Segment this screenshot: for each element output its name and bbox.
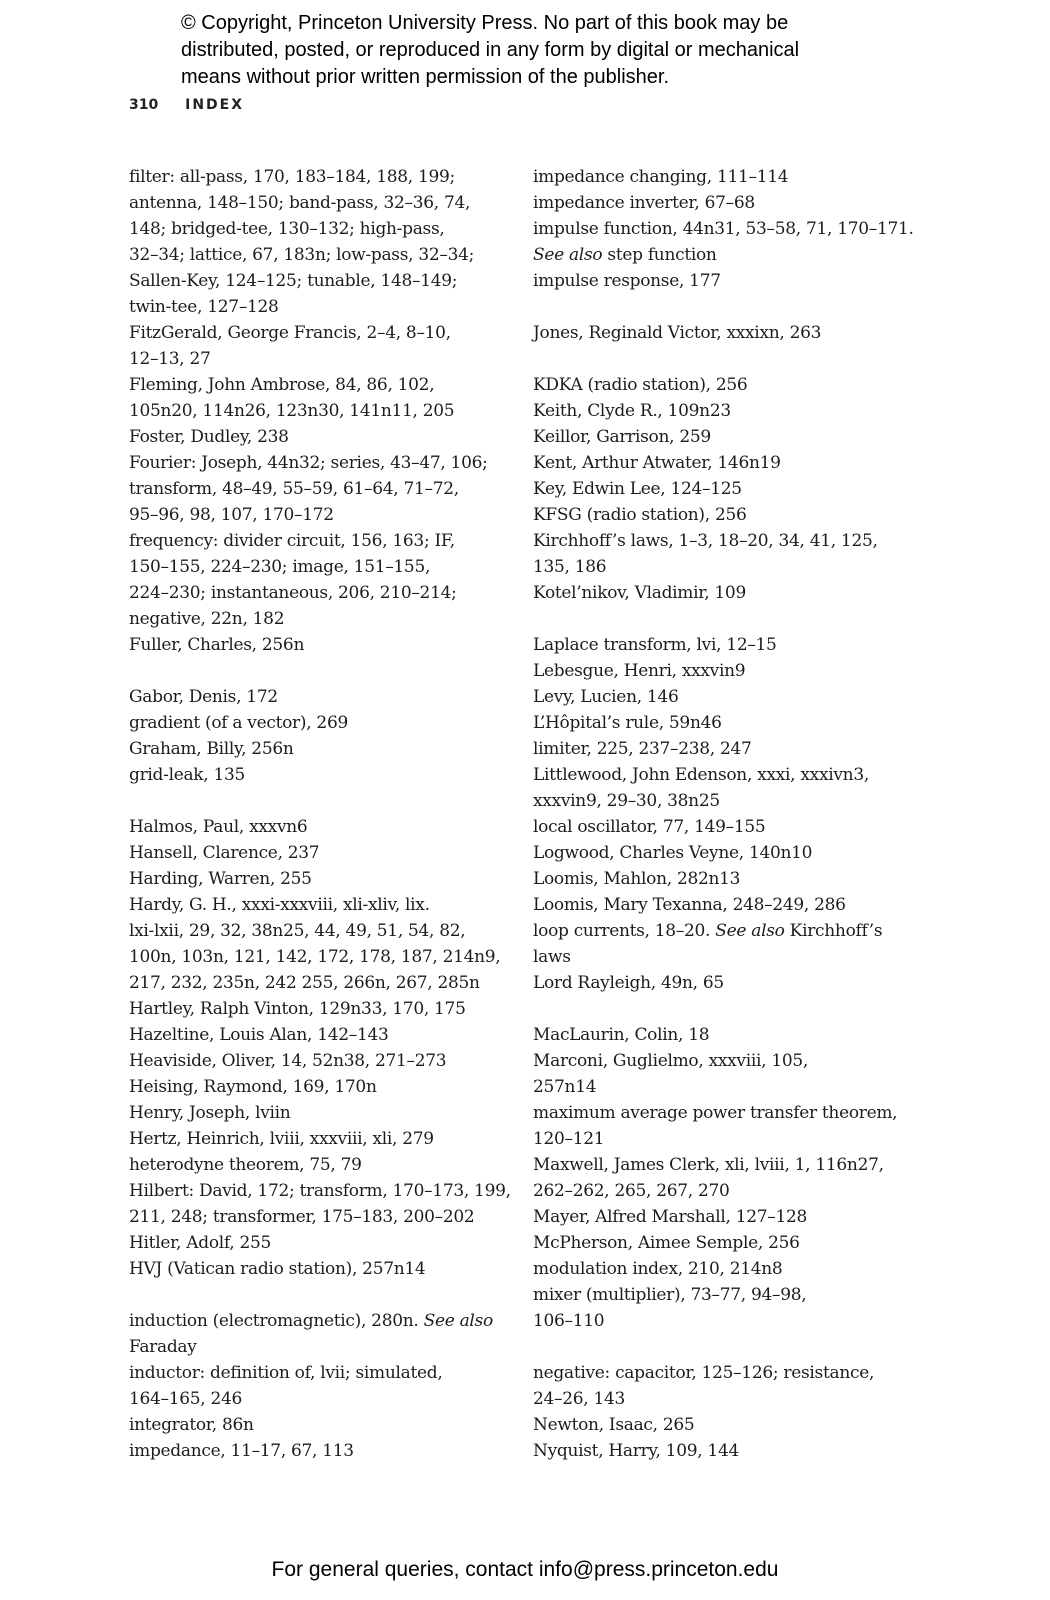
index-entry (533, 684, 933, 710)
index-entry-line: MacLaurin, Colin, 18 (533, 1025, 710, 1045)
index-entry-line: FitzGerald, George Francis, 2–4, 8–10, (129, 323, 451, 343)
index-entry (533, 892, 933, 918)
index-entry (533, 216, 933, 268)
index-column-left (129, 164, 509, 1464)
index-entry (129, 1230, 509, 1256)
index-entry-line: Kotel’nikov, Vladimir, 109 (533, 583, 746, 603)
section-title: INDEX (185, 97, 245, 113)
index-entry (533, 814, 933, 840)
index-entry (533, 502, 933, 528)
index-entry-line: Hardy, G. H., xxxi-xxxviii, xli-xliv, lix. (129, 895, 430, 915)
index-entry (129, 1100, 509, 1126)
index-entry-line: Nyquist, Harry, 109, 144 (533, 1441, 739, 1461)
index-entry-line: HVJ (Vatican radio station), 257n14 (129, 1259, 426, 1279)
index-entry-line: Fuller, Charles, 256n (129, 635, 305, 655)
index-entry-line: Newton, Isaac, 265 (533, 1415, 695, 1435)
index-entry (129, 528, 509, 632)
index-entry-line: Hertz, Heinrich, lviii, xxxviii, xli, 279 (129, 1129, 434, 1149)
index-entry-line: 120–121 (533, 1129, 605, 1149)
index-entry-line: negative, 22n, 182 (129, 609, 285, 629)
see-also-reference: See also (423, 1311, 493, 1331)
see-also-reference: See also (533, 245, 603, 265)
index-entry (129, 1048, 509, 1074)
index-entry-line: Kent, Arthur Atwater, 146n19 (533, 453, 781, 473)
index-entry (533, 1100, 933, 1152)
index-entry (129, 424, 509, 450)
running-head (129, 97, 244, 113)
index-entry-line: Hansell, Clarence, 237 (129, 843, 320, 863)
index-entry-line: impulse response, 177 (533, 271, 721, 291)
index-entry-line: McPherson, Aimee Semple, 256 (533, 1233, 800, 1253)
index-entry-line: impedance changing, 111–114 (533, 167, 789, 187)
index-entry-line: transform, 48–49, 55–59, 61–64, 71–72, (129, 479, 459, 499)
page-number: 310 (129, 97, 159, 113)
index-entry-line: 211, 248; transformer, 175–183, 200–202 (129, 1207, 475, 1227)
index-entry-line: impedance inverter, 67–68 (533, 193, 755, 213)
index-entry-line: limiter, 225, 237–238, 247 (533, 739, 752, 759)
index-entry-line: local oscillator, 77, 149–155 (533, 817, 766, 837)
index-entry-line: Mayer, Alfred Marshall, 127–128 (533, 1207, 808, 1227)
index-entry-line: Graham, Billy, 256n (129, 739, 294, 759)
index-letter-gap (129, 1282, 509, 1308)
index-entry (129, 632, 509, 658)
index-entry (533, 762, 933, 814)
index-entry-line: 24–26, 143 (533, 1389, 626, 1409)
index-entry (533, 528, 933, 580)
index-entry (129, 762, 509, 788)
index-entry-line: 150–155, 224–230; image, 151–155, (129, 557, 431, 577)
index-entry-line: Gabor, Denis, 172 (129, 687, 278, 707)
index-entry-line: negative: capacitor, 125–126; resistance, (533, 1363, 875, 1383)
index-entry-line: Heaviside, Oliver, 14, 52n38, 271–273 (129, 1051, 447, 1071)
index-entry-line: 148; bridged-tee, 130–132; high-pass, (129, 219, 445, 239)
index-entry-line: L’Hôpital’s rule, 59n46 (533, 713, 722, 733)
index-entry-line: Fourier: Joseph, 44n32; series, 43–47, 106; (129, 453, 488, 473)
index-entry (129, 684, 509, 710)
index-entry (533, 710, 933, 736)
index-entry (533, 1022, 933, 1048)
index-entry-line: Key, Edwin Lee, 124–125 (533, 479, 742, 499)
index-entry-line: 32–34; lattice, 67, 183n; low-pass, 32–34; (129, 245, 475, 265)
index-entry (533, 1048, 933, 1100)
index-entry (533, 1256, 933, 1282)
index-entry (533, 658, 933, 684)
index-entry (533, 1152, 933, 1204)
index-entry (129, 1360, 509, 1412)
index-entry (129, 866, 509, 892)
index-entry-line: KFSG (radio station), 256 (533, 505, 747, 525)
index-entry (129, 996, 509, 1022)
index-entry-line: Littlewood, John Edenson, xxxi, xxxivn3, (533, 765, 869, 785)
index-entry (533, 580, 933, 606)
copyright-notice (181, 10, 941, 91)
index-entry-line: filter: all-pass, 170, 183–184, 188, 199; (129, 167, 455, 187)
index-letter-gap (129, 658, 509, 684)
index-entry (129, 710, 509, 736)
index-entry-line: impedance, 11–17, 67, 113 (129, 1441, 354, 1461)
index-entry (129, 1074, 509, 1100)
index-entry (129, 892, 509, 996)
index-entry-line: antenna, 148–150; band-pass, 32–36, 74, (129, 193, 471, 213)
index-entry-line: 95–96, 98, 107, 170–172 (129, 505, 334, 525)
index-entry (533, 164, 933, 190)
index-entry-line: See also step function (533, 245, 717, 265)
index-entry-line: 106–110 (533, 1311, 605, 1331)
index-entry-line: Harding, Warren, 255 (129, 869, 312, 889)
index-entry-line: loop currents, 18–20. See also Kirchhoff’s (533, 921, 883, 941)
index-entry-line: Marconi, Guglielmo, xxxviii, 105, (533, 1051, 808, 1071)
index-entry-line: 105n20, 114n26, 123n30, 141n11, 205 (129, 401, 455, 421)
index-entry-line: 12–13, 27 (129, 349, 211, 369)
index-entry-line: Hitler, Adolf, 255 (129, 1233, 272, 1253)
index-entry-line: maximum average power transfer theorem, (533, 1103, 898, 1123)
index-entry (129, 450, 509, 528)
index-entry (129, 1308, 509, 1360)
index-entry-line: integrator, 86n (129, 1415, 254, 1435)
index-entry (129, 372, 509, 424)
see-also-reference: See also (715, 921, 785, 941)
index-entry-line: induction (electromagnetic), 280n. See also (129, 1311, 493, 1331)
index-entry (533, 320, 933, 346)
index-entry (129, 320, 509, 372)
copyright-line: means without prior written permission of the publisher. (181, 66, 670, 88)
copyright-line: © Copyright, Princeton University Press. No part of this book may be (181, 12, 789, 34)
index-entry-line: Loomis, Mahlon, 282n13 (533, 869, 741, 889)
index-entry (533, 476, 933, 502)
index-entry-line: Logwood, Charles Veyne, 140n10 (533, 843, 813, 863)
index-entry (129, 814, 509, 840)
index-entry-line: Lord Rayleigh, 49n, 65 (533, 973, 724, 993)
index-entry (533, 268, 933, 294)
index-letter-gap (533, 294, 933, 320)
index-entry (129, 1256, 509, 1282)
index-entry (533, 372, 933, 398)
index-entry-line: Hazeltine, Louis Alan, 142–143 (129, 1025, 389, 1045)
copyright-line: distributed, posted, or reproduced in any form by digital or mechanical (181, 39, 800, 61)
index-entry (533, 736, 933, 762)
index-letter-gap (533, 996, 933, 1022)
index-entry-line: Lebesgue, Henri, xxxvin9 (533, 661, 746, 681)
index-entry-line: mixer (multiplier), 73–77, 94–98, (533, 1285, 807, 1305)
index-entry-line: laws (533, 947, 571, 967)
index-entry (533, 1412, 933, 1438)
index-entry (533, 632, 933, 658)
index-entry (533, 1438, 933, 1464)
index-entry-line: Hilbert: David, 172; transform, 170–173, 199, (129, 1181, 511, 1201)
index-entry (129, 840, 509, 866)
index-entry-line: 164–165, 246 (129, 1389, 243, 1409)
index-entry-line: frequency: divider circuit, 156, 163; IF, (129, 531, 455, 551)
index-entry-line: Faraday (129, 1337, 197, 1357)
index-entry (533, 1360, 933, 1412)
index-entry-line: Foster, Dudley, 238 (129, 427, 289, 447)
index-entry (129, 1152, 509, 1178)
index-entry-line: inductor: definition of, lvii; simulated, (129, 1363, 443, 1383)
index-entry-line: Keith, Clyde R., 109n23 (533, 401, 731, 421)
index-entry (533, 190, 933, 216)
index-entry-line: modulation index, 210, 214n8 (533, 1259, 783, 1279)
index-entry (533, 424, 933, 450)
index-entry-line: 257n14 (533, 1077, 597, 1097)
index-entry-line: twin-tee, 127–128 (129, 297, 279, 317)
index-entry-line: heterodyne theorem, 75, 79 (129, 1155, 362, 1175)
index-entry (129, 1178, 509, 1230)
index-entry-line: gradient (of a vector), 269 (129, 713, 348, 733)
index-entry (129, 1412, 509, 1438)
index-column-right (533, 164, 933, 1464)
index-entry-line: Levy, Lucien, 146 (533, 687, 679, 707)
index-entry (129, 1126, 509, 1152)
index-entry-line: Laplace transform, lvi, 12–15 (533, 635, 777, 655)
index-entry (533, 866, 933, 892)
index-entry-line: 135, 186 (533, 557, 607, 577)
index-entry-line: 217, 232, 235n, 242 255, 266n, 267, 285n (129, 973, 480, 993)
index-letter-gap (533, 606, 933, 632)
footer-contact: For general queries, contact info@press.princeton.edu (271, 1558, 779, 1581)
index-entry-line: Jones, Reginald Victor, xxxixn, 263 (533, 323, 822, 343)
index-entry-line: Maxwell, James Clerk, xli, lviii, 1, 116n27, (533, 1155, 884, 1175)
index-entry (129, 1438, 509, 1464)
index-entry-line: Sallen-Key, 124–125; tunable, 148–149; (129, 271, 458, 291)
index-entry-line: Fleming, John Ambrose, 84, 86, 102, (129, 375, 435, 395)
index-entry (533, 970, 933, 996)
index-letter-gap (533, 346, 933, 372)
index-entry (129, 736, 509, 762)
index-letter-gap (129, 788, 509, 814)
index-entry-line: Henry, Joseph, lviin (129, 1103, 291, 1123)
index-entry-line: Hartley, Ralph Vinton, 129n33, 170, 175 (129, 999, 466, 1019)
index-entry-line: Heising, Raymond, 169, 170n (129, 1077, 377, 1097)
index-letter-gap (533, 1334, 933, 1360)
index-entry (533, 840, 933, 866)
index-entry-line: Keillor, Garrison, 259 (533, 427, 711, 447)
index-entry (533, 1204, 933, 1230)
index-entry-line: Kirchhoff’s laws, 1–3, 18–20, 34, 41, 125, (533, 531, 878, 551)
index-entry (533, 1230, 933, 1256)
index-entry-line: lxi-lxii, 29, 32, 38n25, 44, 49, 51, 54, 82, (129, 921, 466, 941)
index-entry-line: 100n, 103n, 121, 142, 172, 178, 187, 214n9, (129, 947, 501, 967)
index-entry (533, 450, 933, 476)
index-entry (129, 1022, 509, 1048)
index-entry-line: impulse function, 44n31, 53–58, 71, 170–171. (533, 219, 914, 239)
index-entry-line: Loomis, Mary Texanna, 248–249, 286 (533, 895, 846, 915)
index-entry (129, 164, 509, 320)
index-entry-line: 224–230; instantaneous, 206, 210–214; (129, 583, 457, 603)
index-entry-line: xxxvin9, 29–30, 38n25 (533, 791, 720, 811)
index-entry-line: 262–262, 265, 267, 270 (533, 1181, 730, 1201)
index-entry-line: grid-leak, 135 (129, 765, 246, 785)
index-entry-line: KDKA (radio station), 256 (533, 375, 748, 395)
index-entry-line: Halmos, Paul, xxxvn6 (129, 817, 308, 837)
index-entry (533, 918, 933, 970)
index-entry (533, 398, 933, 424)
index-entry (533, 1282, 933, 1334)
